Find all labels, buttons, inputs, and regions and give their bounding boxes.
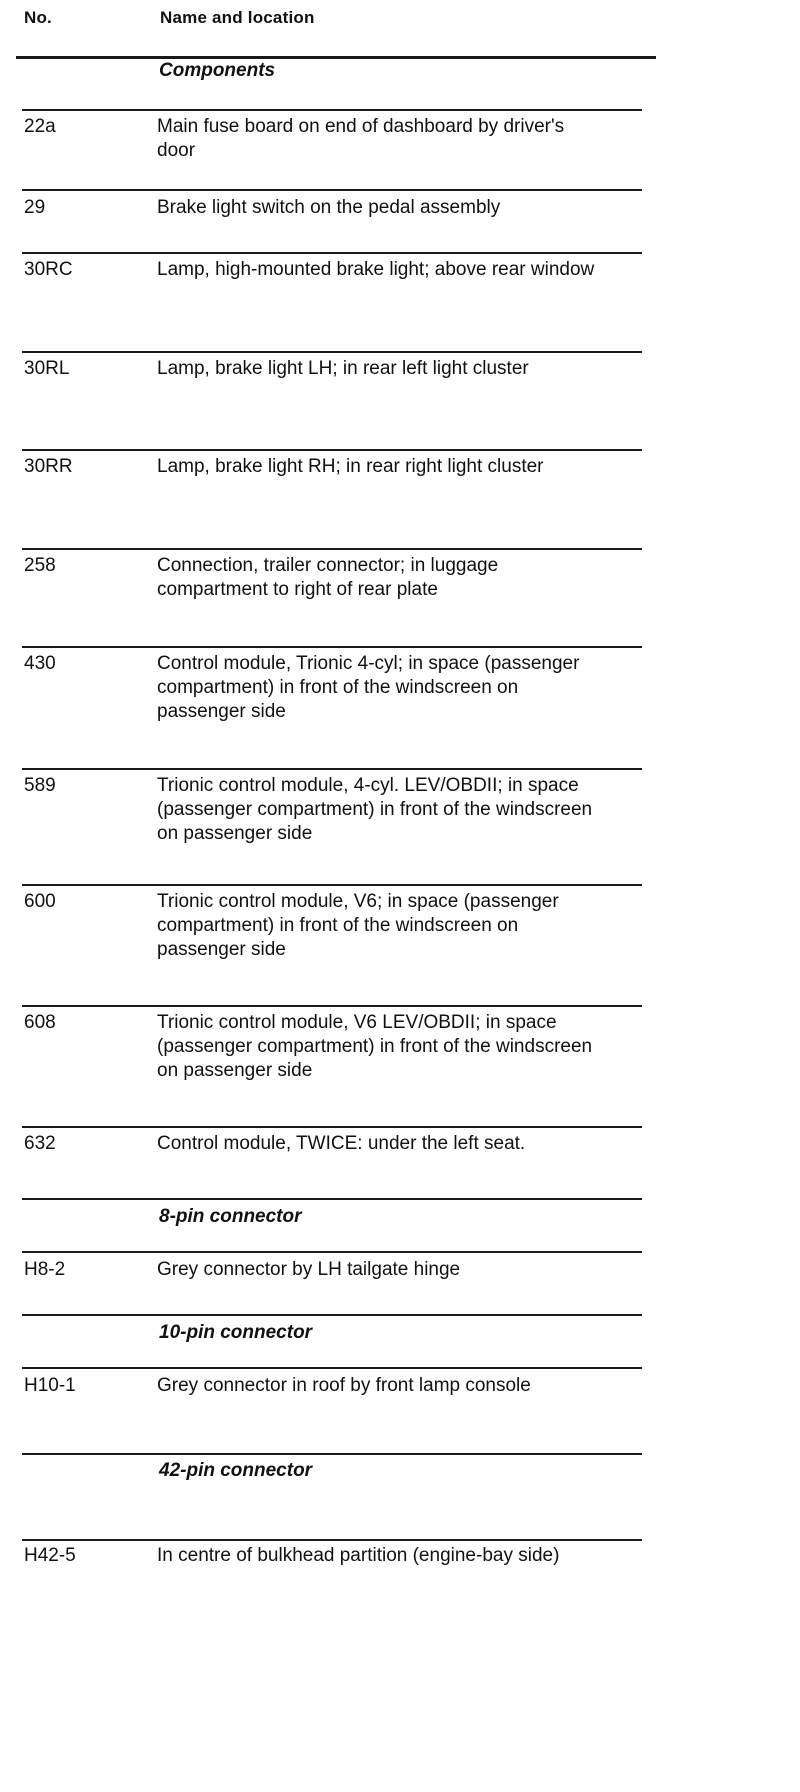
row-name-location: Trionic control module, V6; in space (passenger compartment) in front of the windscreen on passenger side [157, 891, 559, 960]
row-divider [22, 1539, 642, 1541]
row-number: 632 [24, 1133, 56, 1154]
row-divider [22, 646, 642, 648]
row-name-location: Brake light switch on the pedal assembly [157, 197, 501, 218]
row-divider [22, 252, 642, 254]
row-name-location: Control module, TWICE: under the left seat. [157, 1133, 526, 1154]
row-divider [22, 351, 642, 353]
row-divider [22, 1126, 642, 1128]
row-name-location: Connection, trailer connector; in luggage compartment to right of rear plate [157, 555, 499, 600]
row-number: 30RC [24, 259, 73, 280]
row-name-location: In centre of bulkhead partition (engine-bay side) [157, 1545, 560, 1566]
row-divider [22, 1251, 642, 1253]
row-name-location: Grey connector in roof by front lamp console [157, 1375, 531, 1396]
row-number: 30RL [24, 358, 70, 379]
row-divider [22, 109, 642, 111]
row-number: 22a [24, 116, 56, 137]
row-name-location: Lamp, high-mounted brake light; above rear window [157, 259, 595, 280]
row-number: H10-1 [24, 1375, 76, 1396]
row-divider [22, 1314, 642, 1316]
row-name-location: Grey connector by LH tailgate hinge [157, 1259, 461, 1280]
section-heading-8-pin: 8-pin connector [159, 1206, 302, 1227]
row-name-location: Trionic control module, V6 LEV/OBDII; in space (passenger compartment) in front of the windscreen on passenger side [157, 1012, 593, 1081]
row-divider [22, 449, 642, 451]
row-number: 29 [24, 197, 46, 218]
column-header-no: No. [24, 8, 52, 27]
row-number: 430 [24, 653, 56, 674]
row-divider [22, 548, 642, 550]
row-divider [22, 1005, 642, 1007]
section-heading-components: Components [159, 60, 276, 81]
column-header-name-location: Name and location [160, 8, 315, 27]
header-divider [16, 56, 656, 59]
row-name-location: Trionic control module, 4-cyl. LEV/OBDII; in space (passenger compartment) in front of the windscreen on passenger side [157, 775, 593, 844]
row-number: 608 [24, 1012, 56, 1033]
row-name-location: Control module, Trionic 4-cyl; in space (passenger compartment) in front of the windscreen on passenger side [157, 653, 580, 722]
row-divider [22, 189, 642, 191]
row-name-location: Lamp, brake light LH; in rear left light cluster [157, 358, 529, 379]
row-name-location: Main fuse board on end of dashboard by driver's door [157, 116, 565, 161]
row-number: H8-2 [24, 1259, 66, 1280]
row-divider [22, 1198, 642, 1200]
row-name-location: Lamp, brake light RH; in rear right light cluster [157, 456, 544, 477]
row-divider [22, 884, 642, 886]
row-number: 258 [24, 555, 56, 576]
row-number: 589 [24, 775, 56, 796]
row-divider [22, 1453, 642, 1455]
row-number: H42-5 [24, 1545, 76, 1566]
row-divider [22, 1367, 642, 1369]
section-heading-42-pin: 42-pin connector [159, 1460, 313, 1481]
row-divider [22, 768, 642, 770]
section-heading-10-pin: 10-pin connector [159, 1322, 313, 1343]
row-number: 600 [24, 891, 56, 912]
row-number: 30RR [24, 456, 73, 477]
